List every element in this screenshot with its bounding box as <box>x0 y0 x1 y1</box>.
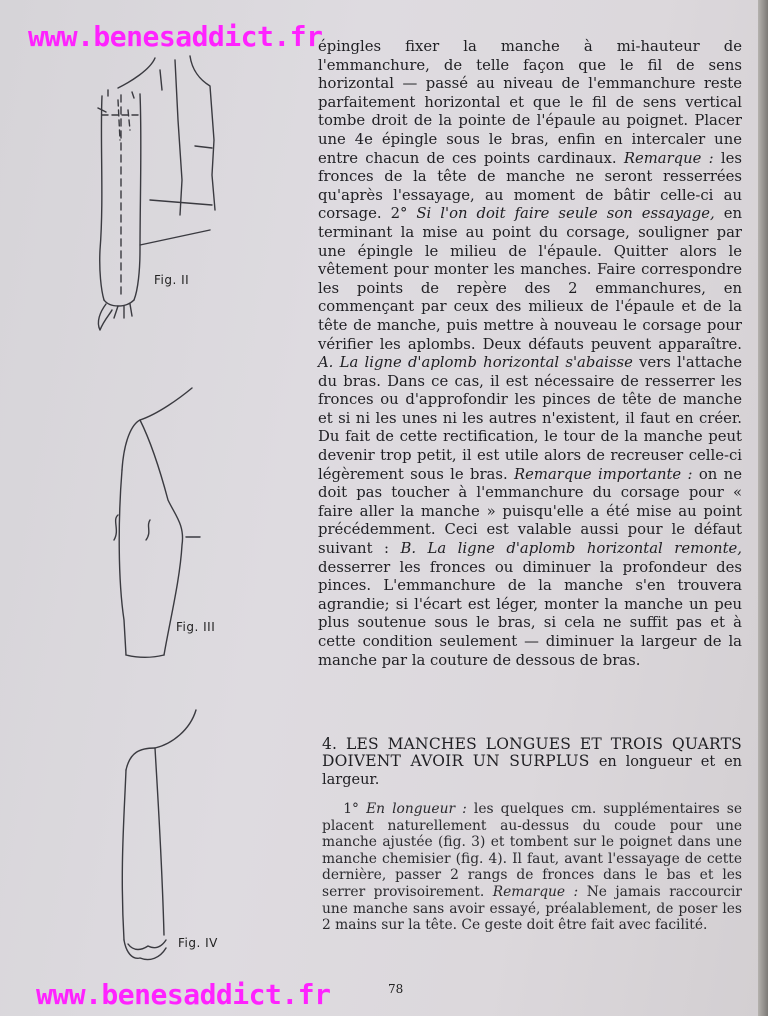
text-part6: desserrer les fronces ou diminuer la profondeur des pinces. L'emmanchure de la manche s'en trouvera agrandie; si l'écart est léger, monter la manche un peu plus soutenue sous le bras, si cela ne suffit pas et à cette condition seulement — diminuer la largeur de la manche par la couture de dessous de bras. <box>318 558 742 669</box>
sleeve-illustrations <box>0 0 310 1016</box>
book-edge <box>758 0 768 1016</box>
italic-defect-b: B. La ligne d'aplomb horizontal remonte, <box>400 540 742 558</box>
tail-lead: 1° <box>343 801 359 817</box>
fig3-drawing <box>114 388 200 657</box>
remark-label-1: Remarque : <box>623 149 714 167</box>
section-heading-caps: 4. LES MANCHES LONGUES ET TROIS QUARTS DOIVENT AVOIR UN SURPLUS <box>322 735 742 770</box>
text-part5: on ne doit pas toucher à l'emmanchure du corsage pour « faire aller la manche » puisqu'elle a été mise au point précédemment. Ceci est valable aussi pour le défaut suivant : <box>318 465 742 558</box>
main-text-column <box>318 38 742 670</box>
fig4-label: Fig. IV <box>178 936 218 950</box>
tail-text <box>322 801 742 934</box>
fig2-label: Fig. II <box>154 273 190 287</box>
text-part1: épingles fixer la manche à mi-hauteur de l'emmanchure, de telle façon que le fil de sens horizontal — passé au niveau de l'emmanchure reste parfaitement horizontal et que le fil de sens vertical tombe droit de la pointe de l'épaule au poignet. Placer une 4e épingle sous le bras, enfin en intercaler une entre chacun de ces points cardinaux. <box>318 38 742 167</box>
fig2-drawing <box>98 56 215 330</box>
tail-paragraph <box>322 801 742 934</box>
italic-defect-a: A. La ligne d'aplomb horizontal s'abaisse <box>318 354 633 372</box>
section-heading <box>322 736 742 789</box>
italic-alone-fitting: Si l'on doit faire seule son essayage, <box>416 205 715 223</box>
page-number: 78 <box>388 982 404 996</box>
remark-label-important: Remarque importante : <box>514 465 693 483</box>
fig4-drawing <box>122 710 196 960</box>
tail-part1: les quelques cm. supplémentaires se placent naturellement au-dessus du coude pour une manche ajustée (fig. 3) et tombent sur le poignet dans une manche chemisier (fig. 4). Il faut, avant l'essayage de cette dernière, passer 2 rangs de fronces dans le bas et les serrer provisoirement. <box>322 801 742 900</box>
tail-remark-label: Remarque : <box>492 883 579 900</box>
illustrations-column <box>0 0 310 1016</box>
section-heading-tail: en longueur et en largeur. <box>322 754 742 788</box>
main-paragraph <box>318 38 742 670</box>
watermark-top: www.benesaddict.fr <box>28 20 323 53</box>
fig3-label: Fig. III <box>176 620 216 634</box>
watermark-bottom: www.benesaddict.fr <box>36 978 331 1011</box>
tail-italic-length: En longueur : <box>366 801 467 817</box>
text-part2: les fronces de la tête de manche ne seront resserrées qu'après l'essayage, au moment de bâtir celle-ci au corsage. 2° <box>318 149 742 223</box>
text-part4: vers l'attache du bras. Dans ce cas, il est nécessaire de resserrer les fronces ou d'approfondir les pinces de tête de manche et si ni les unes ni les autres n'existent, il faut en créer. Du fait de cette rectification, le tour de la manche peut devenir trop petit, il est utile alors de recreuser celle-ci légèrement sous le bras. <box>318 354 742 483</box>
tail-part2: Ne jamais raccourcir une manche sans avoir essayé, préalablement, de poser les 2 mains sur la tête. Ce geste doit être fait avec facilité. <box>322 883 742 934</box>
text-part3: en terminant la mise au point du corsage, souligner par une épingle le milieu de l'épaule. Quitter alors le vêtement pour monter les manches. Faire correspondre les points de repère des 2 emmanchures, en commençant par ceux des milieux de l'épaule et de la tête de manche, puis mettre à nouveau le corsage pour vérifier les aplombs. Deux défauts peuvent apparaître. <box>318 205 742 353</box>
